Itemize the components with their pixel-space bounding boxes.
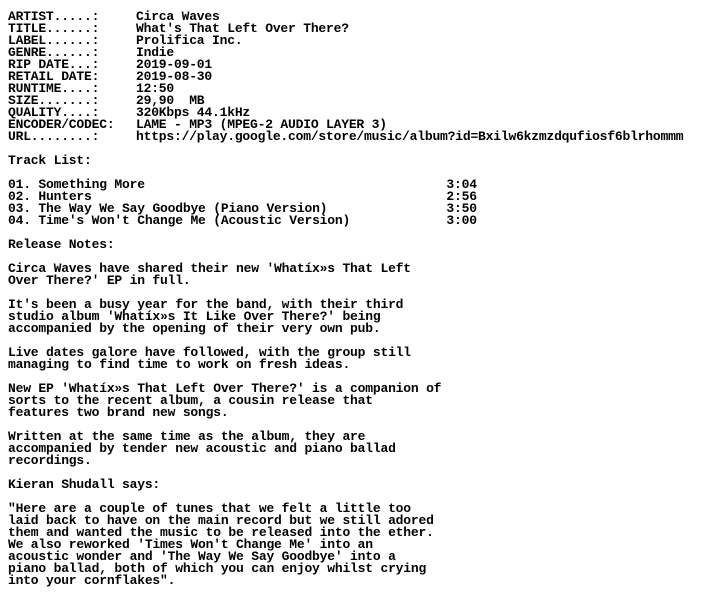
track-number: 01. [8,177,31,192]
track-duration: 3:00 [446,213,477,228]
notes-line: Kieran Shudall says: [8,477,161,492]
track-title: Time's Won't Change Me (Acoustic Version) [38,213,351,228]
notes-line: them and wanted the music to be released into the ether. [8,525,434,540]
field-genre [8,47,720,59]
field-key: LABEL......: [8,33,100,48]
field-value: 2019-08-30 [136,69,213,84]
notes-line: accompanied by tender new acoustic and piano ballad [8,441,396,456]
field-retail-date [8,71,720,83]
notes-paragraph [8,383,720,419]
notes-line: piano ballad, both of which you can enjoy whilst crying [8,561,427,576]
field-size [8,95,720,107]
track-duration: 3:04 [446,177,477,192]
track-row [8,215,720,227]
track-title: Something More [38,177,145,192]
notes-line: Over There?' EP in full. [8,273,191,288]
notes-line: We also reworked 'Times Won't Change Me' into an [8,537,373,552]
info-fields [8,11,720,143]
tracklist-heading: Track List: [8,153,92,168]
track-duration: 2:56 [446,189,477,204]
field-key: GENRE......: [8,45,100,60]
notes-line: managing to find time to work on fresh ideas. [8,357,351,372]
quote-paragraph [8,503,720,587]
field-value: 29,90 MB [136,93,205,108]
field-artist [8,11,720,23]
field-key: SIZE.......: [8,93,100,108]
notes-line: Live dates galore have followed, with the group still [8,345,411,360]
spacer [8,227,720,239]
field-key: TITLE......: [8,21,100,36]
notes-line: features two brand new songs. [8,405,229,420]
field-value: Circa Waves [136,9,220,24]
track-title: The Way We Say Goodbye (Piano Version) [38,201,328,216]
track-list [8,179,720,227]
track-number: 04. [8,213,31,228]
field-key: ARTIST.....: [8,9,100,24]
notes-line: acoustic wonder and 'The Way We Say Goodbye' into a [8,549,396,564]
field-value: 2019-09-01 [136,57,213,72]
track-duration: 3:50 [446,201,477,216]
field-key: RUNTIME....: [8,81,100,96]
track-number: 02. [8,189,31,204]
field-key: ENCODER/CODEC: [8,117,115,132]
notes-paragraph [8,299,720,335]
field-rip-date [8,59,720,71]
notes-line: into your cornflakes". [8,573,176,588]
notes-paragraph [8,479,720,491]
notes-line: sorts to the recent album, a cousin release that [8,393,373,408]
notes-line: New EP 'Whatíx»s That Left Over There?' is a companion of [8,381,442,396]
notes-paragraph [8,431,720,467]
notes-line: recordings. [8,453,92,468]
field-value: Prolifica Inc. [136,33,243,48]
field-value: https://play.google.com/store/music/album?id=Bxilw6kzmzdqufiosf6blrhommm [136,129,684,144]
notes-line: "Here are a couple of tunes that we felt a little too [8,501,411,516]
notes-line: Circa Waves have shared their new 'Whatíx»s That Left [8,261,411,276]
release-notes-heading: Release Notes: [8,237,115,252]
notes-line: studio album 'Whatíx»s It Like Over There?' being [8,309,381,324]
nfo-document [8,11,720,587]
track-number: 03. [8,201,31,216]
notes-paragraph [8,347,720,371]
field-key: RIP DATE...: [8,57,100,72]
field-value: Indie [136,45,175,60]
notes-paragraph [8,263,720,287]
spacer [8,143,720,155]
field-value: 320Kbps 44.1kHz [136,105,251,120]
field-key: QUALITY....: [8,105,100,120]
field-value: What's That Left Over There? [136,21,349,36]
track-title: Hunters [38,189,92,204]
field-value: LAME - MP3 (MPEG-2 AUDIO LAYER 3) [136,117,387,132]
track-row [8,179,720,191]
field-label [8,35,720,47]
notes-line: Written at the same time as the album, they are [8,429,366,444]
notes-line: laid back to have on the main record but we still adored [8,513,434,528]
notes-line: accompanied by the opening of their very own pub. [8,321,381,336]
field-runtime [8,83,720,95]
field-key: URL........: [8,129,100,144]
notes-line: It's been a busy year for the band, with their third [8,297,404,312]
field-value: 12:50 [136,81,175,96]
field-key: RETAIL DATE: [8,69,100,84]
field-url [8,131,720,143]
field-title [8,23,720,35]
